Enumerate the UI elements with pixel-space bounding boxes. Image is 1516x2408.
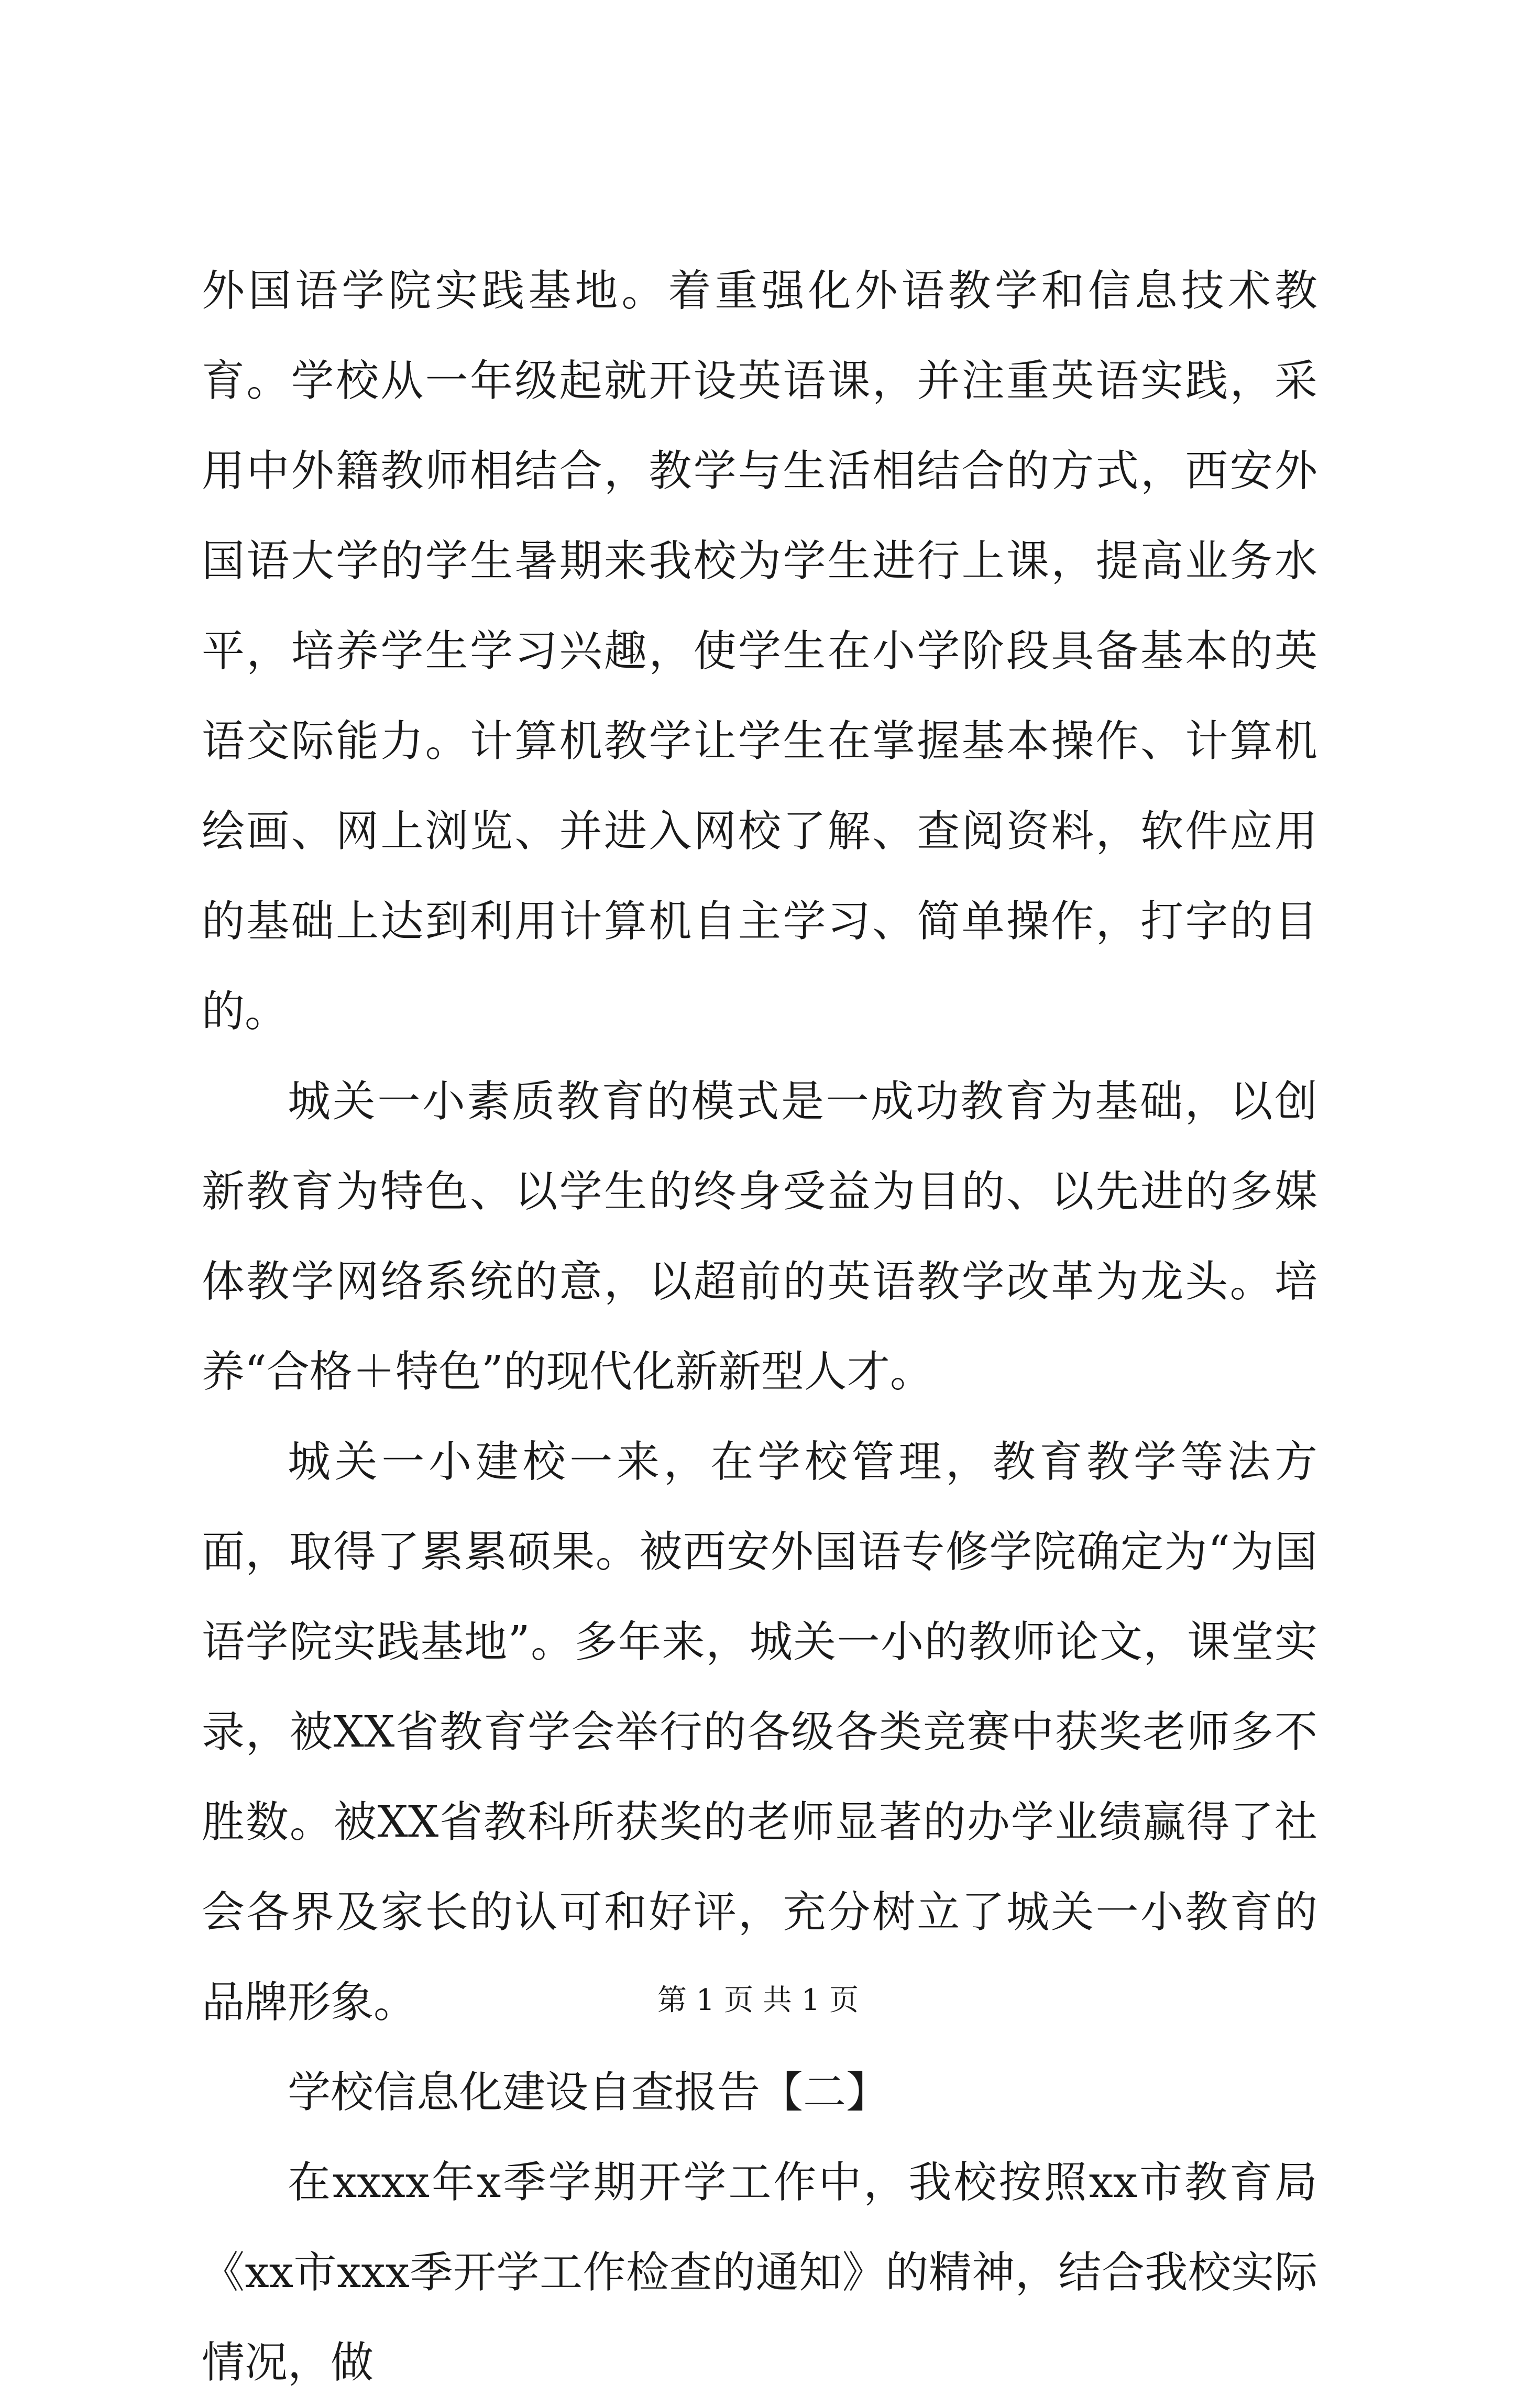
paragraph-continuation: 外国语学院实践基地。着重强化外语教学和信息技术教育。学校从一年级起就开设英语课，并注重英语实践，采用中外籍教师相结合，教学与生活相结合的方式，西安外国语大学的学生暑期来我校为学生进行上课，提高业务水平，培养学生学习兴趣，使学生在小学阶段具备基本的英语交际能力。计算机教学让学生在掌握基本操作、计算机绘画、网上浏览、并进入网校了解、查阅资料，软件应用的基础上达到利用计算机自主学习、简单操作，打字的目的。	[202, 266, 1317, 1036]
section-heading: 学校信息化建设自查报告【二】	[288, 2068, 889, 2117]
document-body	[202, 246, 1317, 2408]
paragraph-achievements: 城关一小建校一来，在学校管理，教育教学等法方面，取得了累累硕果。被西安外国语专修学院确定为“为国语学院实践基地”。多年来，城关一小的教师论文，课堂实录，被XX省教育学会举行的各级各类竞赛中获奖老师多不胜数。被XX省教科所获奖的老师显著的办学业绩赢得了社会各界及家长的认可和好评，充分树立了城关一小教育的品牌形象。	[202, 1437, 1317, 2027]
paragraph-education-model: 城关一小素质教育的模式是一成功教育为基础，以创新教育为特色、以学生的终身受益为目的、以先进的多媒体教学网络系统的意，以超前的英语教学改革为龙头。培养“合格＋特色”的现代化新新型人才。	[202, 1077, 1317, 1397]
page-footer: 第 1 页 共 1 页	[657, 1983, 859, 2017]
paragraph-report-intro: 在xxxx年x季学期开学工作中，我校按照xx市教育局《xx市xxx季开学工作检查的通知》的精神，结合我校实际情况，做	[202, 2158, 1317, 2388]
